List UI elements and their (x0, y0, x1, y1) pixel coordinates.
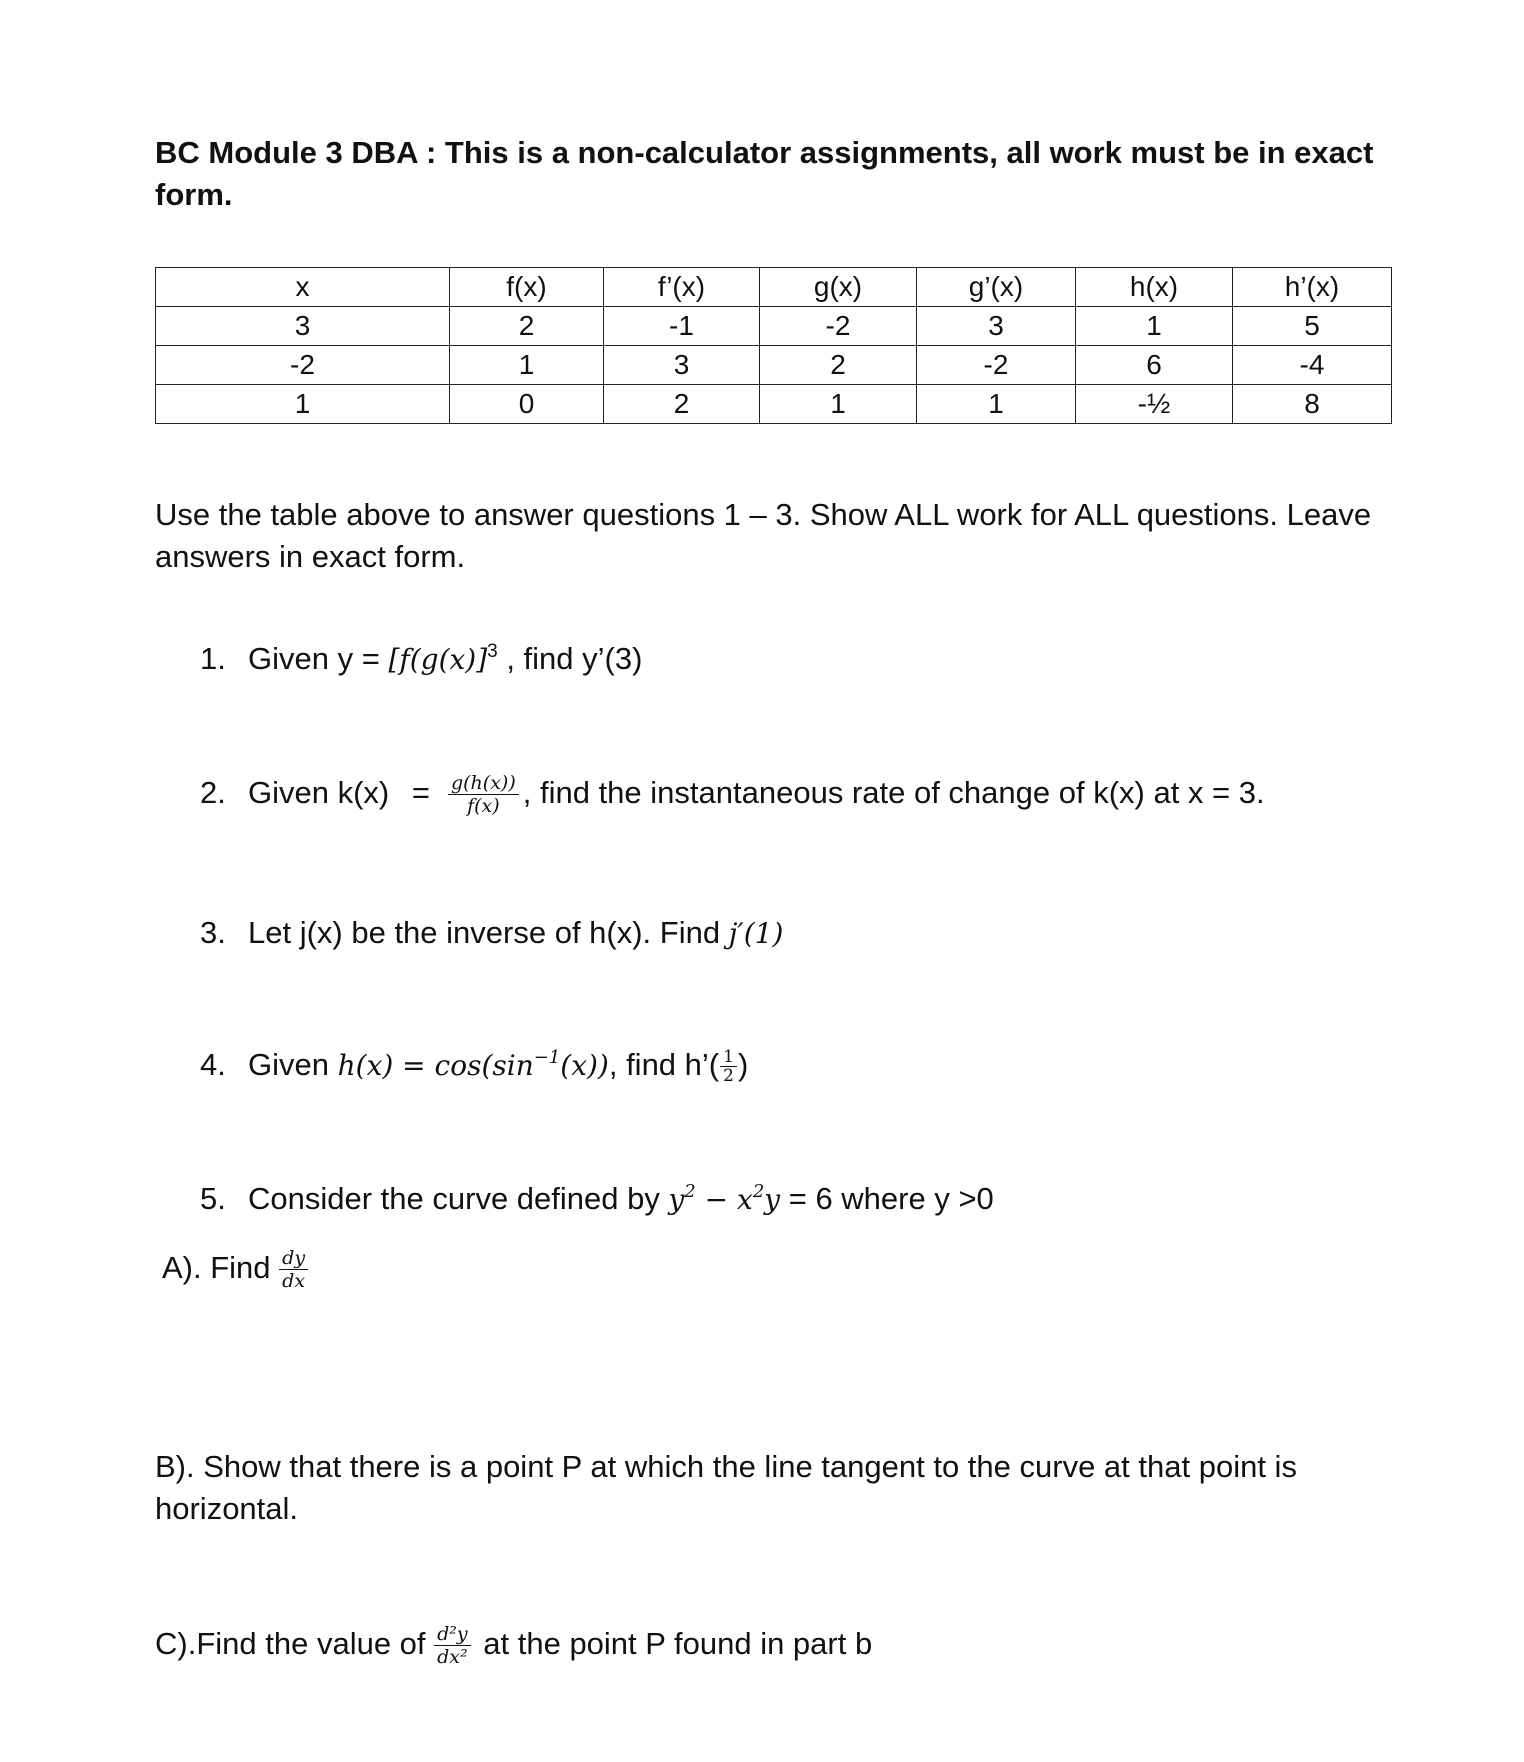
table-cell: 1 (450, 346, 604, 385)
values-table (155, 267, 1392, 424)
fraction-denominator: dx (282, 1270, 306, 1293)
fraction (279, 1247, 308, 1292)
table-cell: -½ (1076, 385, 1233, 424)
question-text: , find y’(3) (497, 641, 643, 676)
instructions: Use the table above to answer questions 1 – 3. Show ALL work for ALL questions. Leave answers in exact form. (155, 497, 1372, 574)
table-row (156, 346, 1392, 385)
question-text: Consider the curve defined by (248, 1181, 669, 1216)
fraction-numerator: d²y (434, 1623, 471, 1646)
table-row (156, 307, 1392, 346)
table-header-cell: h’(x) (1233, 268, 1392, 307)
question-text: 6 where y >0 (815, 1181, 994, 1216)
equals-sign: = (780, 1181, 816, 1216)
table-cell: 2 (760, 346, 917, 385)
fraction-numerator: g(h(x)) (448, 772, 519, 795)
math-expression: y (764, 1183, 781, 1216)
table-header-cell: g(x) (760, 268, 917, 307)
question-text: Let j(x) be the inverse of h(x). Find (248, 915, 729, 950)
fraction-numerator: dy (279, 1247, 308, 1270)
fraction-denominator: 2 (723, 1066, 734, 1087)
table-cell: 1 (917, 385, 1076, 424)
table-cell: 1 (156, 385, 450, 424)
table-header-row (156, 268, 1392, 307)
equals-sign: = (411, 775, 430, 810)
fraction (434, 1623, 471, 1668)
table-cell: 3 (917, 307, 1076, 346)
table-cell: 1 (760, 385, 917, 424)
table-cell: 6 (1076, 346, 1233, 385)
question-5 (200, 1178, 994, 1221)
question-text: , find h’( (608, 1047, 720, 1082)
table-header-cell: x (156, 268, 450, 307)
question-3 (200, 912, 783, 955)
fraction-denominator: dx² (437, 1646, 468, 1669)
question-text: Given y = (248, 641, 389, 676)
math-expression: (x)) (560, 1049, 609, 1082)
math-expression: j′(1) (728, 917, 784, 950)
table-cell: -2 (917, 346, 1076, 385)
table-header-cell: f(x) (450, 268, 604, 307)
part-text: at the point P found in part b (474, 1626, 873, 1661)
question-text: , find the instantaneous rate of change of k(x) at x = 3. (522, 775, 1265, 810)
question-text: Given k(x) (248, 775, 390, 810)
table-cell: 0 (450, 385, 604, 424)
table-cell: 3 (604, 346, 760, 385)
part-a (162, 1247, 312, 1292)
fraction (720, 1048, 737, 1085)
question-1 (200, 638, 642, 681)
question-number: 4. (200, 1047, 226, 1082)
exponent: 2 (684, 1181, 696, 1202)
question-number: 1. (200, 641, 226, 676)
table-cell: 3 (156, 307, 450, 346)
question-4 (200, 1044, 748, 1087)
table-header-cell: g’(x) (917, 268, 1076, 307)
exponent: 2 (752, 1181, 765, 1202)
table-cell: 5 (1233, 307, 1392, 346)
fraction-numerator: 1 (720, 1048, 737, 1067)
exponent: −1 (533, 1047, 561, 1068)
fraction-denominator: f(x) (467, 795, 500, 818)
math-expression: [f(g(x)] (388, 643, 488, 676)
part-text: A). Find (162, 1250, 280, 1285)
exponent: 3 (487, 641, 498, 662)
part-b: B). Show that there is a point P at which the line tangent to the curve at that point is horizontal. (155, 1449, 1297, 1526)
table-header-cell: f’(x) (604, 268, 760, 307)
fraction (448, 772, 519, 817)
table-cell: 1 (1076, 307, 1233, 346)
question-text: ) (737, 1047, 749, 1082)
table-cell: -1 (604, 307, 760, 346)
table-cell: 2 (604, 385, 760, 424)
table-row (156, 385, 1392, 424)
math-expression: − x (695, 1183, 753, 1216)
document-title: BC Module 3 DBA : This is a non-calculator assignments, all work must be in exact form. (155, 135, 1374, 212)
math-expression: h(x) = cos(sin (337, 1049, 534, 1082)
table-cell: -2 (156, 346, 450, 385)
table-cell: -2 (760, 307, 917, 346)
part-text: C).Find the value of (155, 1626, 435, 1661)
question-number: 2. (200, 775, 226, 810)
table-cell: 2 (450, 307, 604, 346)
question-number: 3. (200, 915, 226, 950)
table-cell: 8 (1233, 385, 1392, 424)
question-number: 5. (200, 1181, 226, 1216)
question-2 (200, 772, 1265, 817)
table-header-cell: h(x) (1076, 268, 1233, 307)
table-cell: -4 (1233, 346, 1392, 385)
part-c (155, 1623, 872, 1668)
math-expression: y (668, 1183, 685, 1216)
question-text: Given (248, 1047, 338, 1082)
